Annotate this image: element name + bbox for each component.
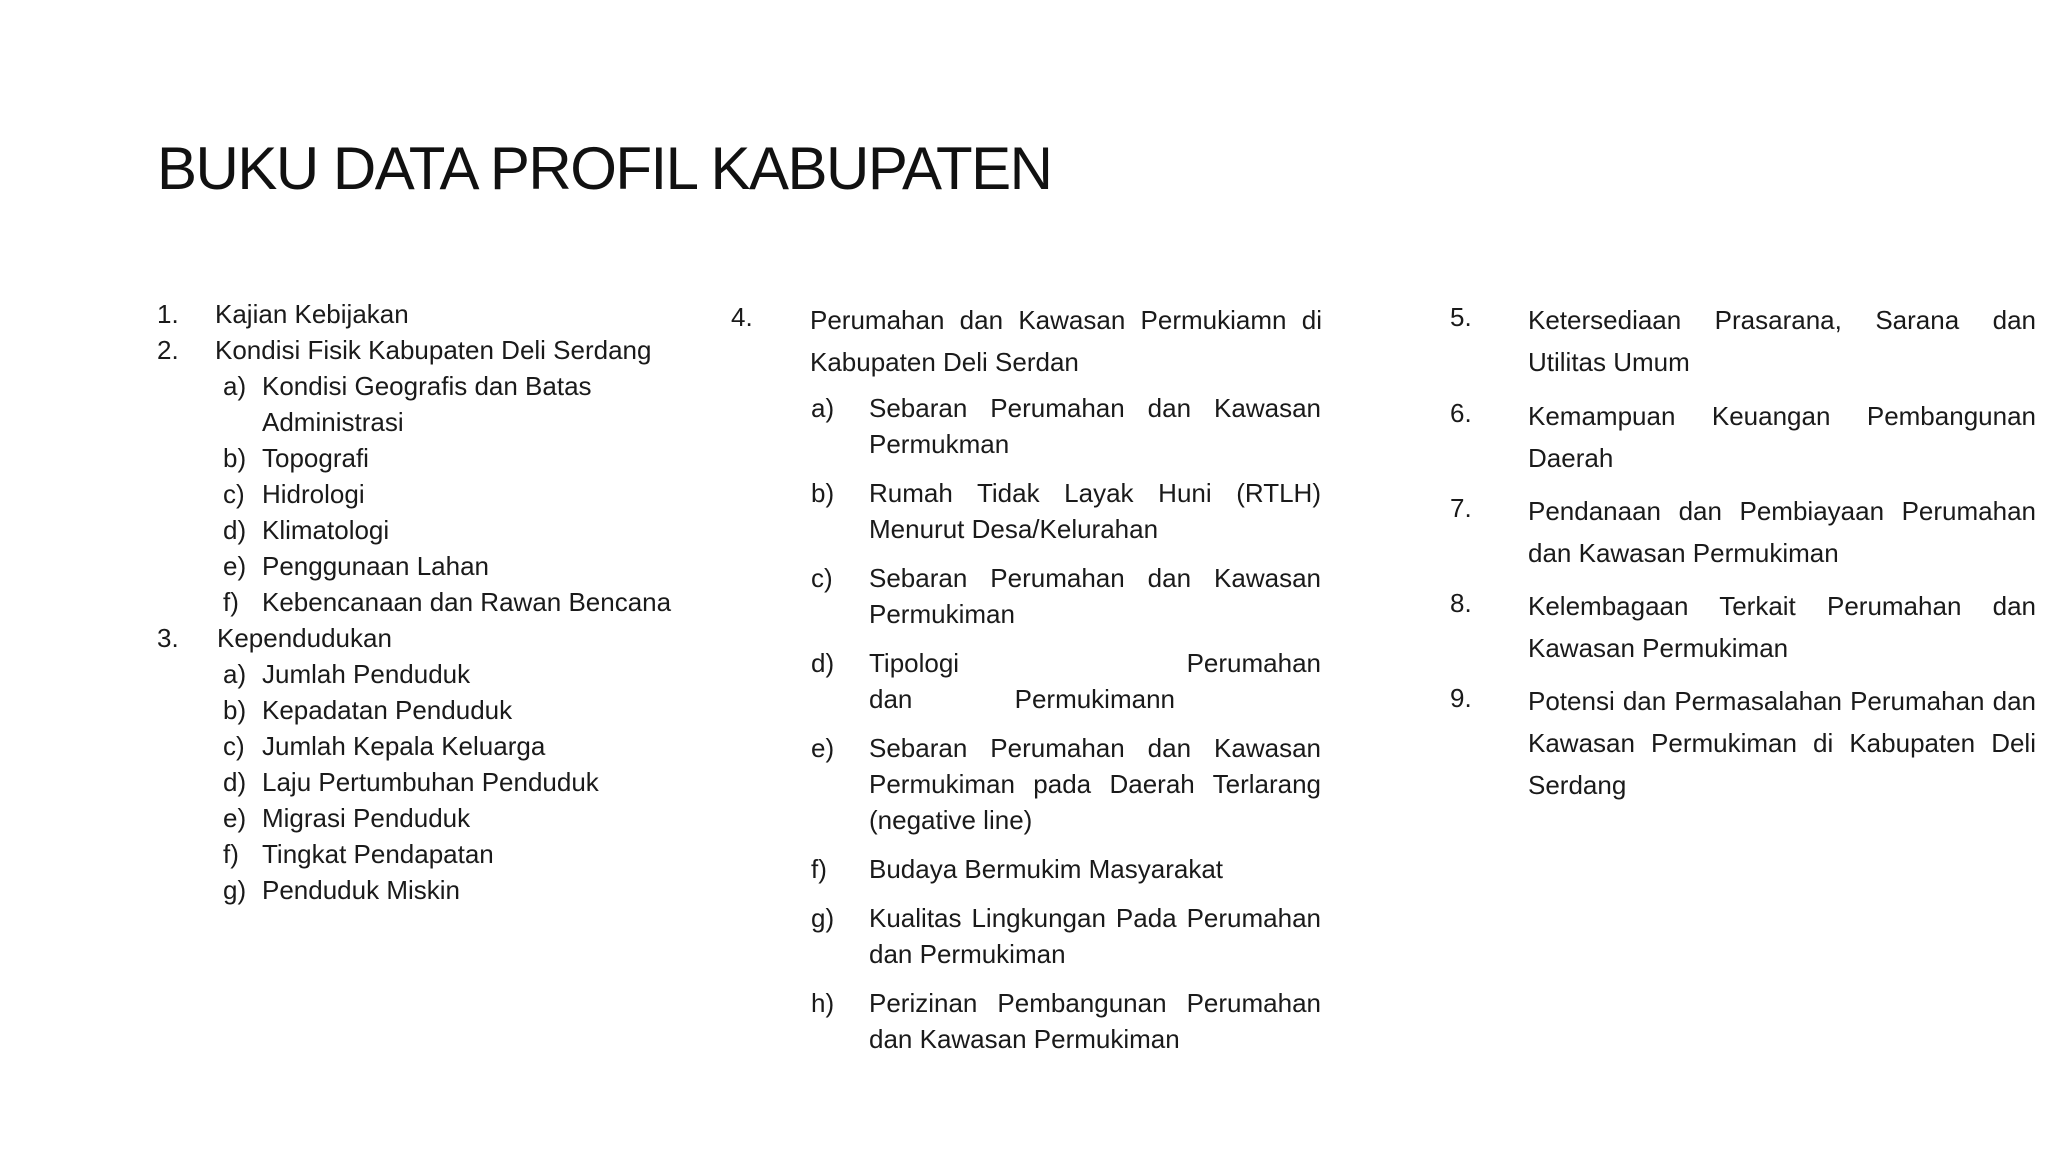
sub-number: b): [223, 443, 247, 473]
sub-text: Kondisi Geografis dan Batas Administrasi: [262, 371, 592, 437]
sub-number: h): [811, 988, 835, 1018]
list-number: 9.: [1450, 683, 1472, 713]
sub-number: a): [811, 393, 835, 423]
sub-number: f): [223, 839, 239, 869]
sub-text: Klimatologi: [262, 515, 390, 545]
sub-number: e): [223, 803, 247, 833]
sub-text: Laju Pertumbuhan Penduduk: [262, 767, 599, 797]
sub-text: Penduduk Miskin: [262, 875, 460, 905]
sub-text: Budaya Bermukim Masyarakat: [869, 854, 1224, 884]
page-title: BUKU DATA PROFIL KABUPATEN: [157, 135, 1052, 202]
sub-number: b): [223, 695, 247, 725]
sub-text: Sebaran Perumahan dan Kawasan Permukiman pada Daerah Terlarang (negative line): [869, 733, 1321, 835]
list-text: Kelembagaan Terkait Perumahan dan Kawasan Permukiman: [1528, 591, 2036, 663]
list-number: 7.: [1450, 493, 1472, 523]
sub-text: Kualitas Lingkungan Pada Perumahan dan Permukiman: [869, 903, 1321, 969]
sub-text: Sebaran Perumahan dan Kawasan Permukiman: [869, 563, 1321, 629]
list-text: Kemampuan Keuangan Pembangunan Daerah: [1528, 401, 2036, 473]
sub-number: g): [811, 903, 835, 933]
sub-number: d): [223, 767, 247, 797]
sub-number: e): [811, 733, 835, 763]
list-text: Perumahan dan Kawasan Permukiamn di Kabupaten Deli Serdan: [810, 305, 1322, 377]
sub-text: Jumlah Penduduk: [262, 659, 471, 689]
list-text: Kondisi Fisik Kabupaten Deli Serdang: [215, 335, 652, 365]
sub-number: c): [811, 563, 833, 593]
sub-text: Sebaran Perumahan dan Kawasan Permukman: [869, 393, 1321, 459]
sub-text: Topografi: [262, 443, 369, 473]
sub-number: c): [223, 731, 245, 761]
sub-text: Rumah Tidak Layak Huni (RTLH) Menurut Desa/Kelurahan: [869, 478, 1321, 544]
sub-text: Tipologi Perumahan dan Permukimann: [869, 648, 1321, 714]
list-text: Potensi dan Permasalahan Perumahan dan Kawasan Permukiman di Kabupaten Deli Serdang: [1528, 686, 2036, 800]
sub-text: Perizinan Pembangunan Perumahan dan Kawasan Permukiman: [869, 988, 1321, 1054]
sub-text: Jumlah Kepala Keluarga: [262, 731, 546, 761]
sub-number: a): [223, 659, 247, 689]
list-number: 6.: [1450, 398, 1472, 428]
list-text: Kajian Kebijakan: [215, 299, 409, 329]
sub-text: Penggunaan Lahan: [262, 551, 490, 581]
sub-number: c): [223, 479, 245, 509]
list-text: Kependudukan: [217, 623, 392, 653]
sub-text: Kebencanaan dan Rawan Bencana: [262, 587, 672, 617]
sub-number: f): [811, 854, 827, 884]
sub-number: f): [223, 587, 239, 617]
list-number: 2.: [157, 335, 179, 365]
list-number: 8.: [1450, 588, 1472, 618]
list-number: 4.: [731, 302, 753, 332]
list-number: 5.: [1450, 302, 1472, 332]
sub-text: Kepadatan Penduduk: [262, 695, 513, 725]
sub-text: Migrasi Penduduk: [262, 803, 471, 833]
sub-number: d): [223, 515, 247, 545]
sub-number: d): [811, 648, 835, 678]
sub-number: a): [223, 371, 247, 401]
sub-number: g): [223, 875, 247, 905]
list-text: Ketersediaan Prasarana, Sarana dan Utilitas Umum: [1528, 305, 2036, 377]
list-number: 1.: [157, 299, 179, 329]
list-text: Pendanaan dan Pembiayaan Perumahan dan Kawasan Permukiman: [1528, 496, 2036, 568]
sub-text: Tingkat Pendapatan: [262, 839, 494, 869]
list-number: 3.: [157, 623, 179, 653]
sub-number: b): [811, 478, 835, 508]
sub-number: e): [223, 551, 247, 581]
sub-text: Hidrologi: [262, 479, 365, 509]
